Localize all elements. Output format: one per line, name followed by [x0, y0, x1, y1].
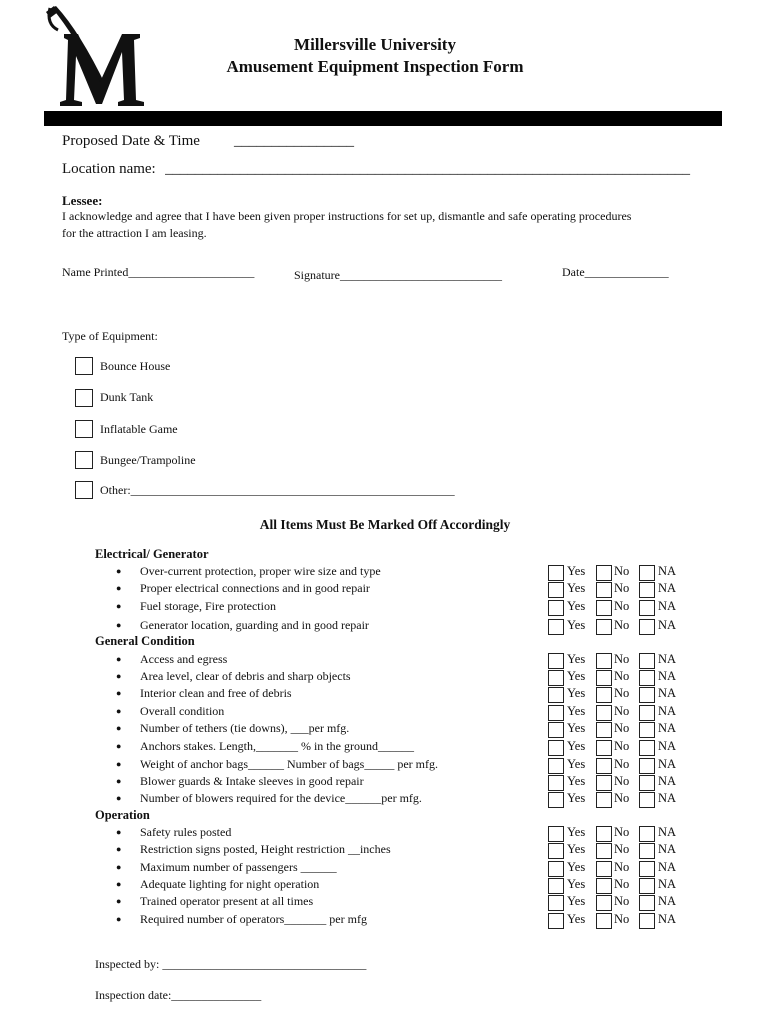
- bullet-icon: ●: [116, 879, 122, 889]
- checkbox-na[interactable]: [639, 582, 655, 598]
- lessee-heading: Lessee:: [62, 193, 103, 208]
- option-label-no: No: [614, 825, 630, 839]
- checkbox-no[interactable]: [596, 653, 612, 669]
- bullet-icon: ●: [116, 793, 122, 803]
- inspection-date-field[interactable]: Inspection date:_______________: [95, 988, 262, 1002]
- equipment-checkbox-other[interactable]: [75, 481, 93, 499]
- location-label: Location name:: [62, 161, 156, 177]
- bullet-icon: ●: [116, 583, 122, 593]
- option-label-no: No: [614, 652, 630, 666]
- lessee-date-field[interactable]: Date______________: [562, 265, 669, 279]
- option-label-no: No: [614, 669, 630, 683]
- equipment-label: Bungee/Trampoline: [100, 453, 196, 467]
- option-label-no: No: [614, 791, 630, 805]
- checkbox-na[interactable]: [639, 565, 655, 581]
- checkbox-na[interactable]: [639, 687, 655, 703]
- option-label-yes: Yes: [567, 669, 586, 683]
- bullet-icon: ●: [116, 688, 122, 698]
- checkbox-yes[interactable]: [548, 758, 564, 774]
- checkbox-no[interactable]: [596, 895, 612, 911]
- option-label-yes: Yes: [567, 860, 586, 874]
- option-label-yes: Yes: [567, 652, 586, 666]
- checkbox-no[interactable]: [596, 758, 612, 774]
- option-label-na: NA: [658, 669, 677, 683]
- option-label-yes: Yes: [567, 739, 586, 753]
- header-divider-bar: [44, 111, 722, 126]
- option-label-na: NA: [658, 912, 677, 926]
- bullet-icon: ●: [116, 776, 122, 786]
- bullet-icon: ●: [116, 896, 122, 906]
- checkbox-yes[interactable]: [548, 582, 564, 598]
- lessee-ack-line1: I acknowledge and agree that I have been given proper instructions for set up, dismantle and safe operating procedures: [62, 209, 632, 223]
- option-label-no: No: [614, 877, 630, 891]
- name-printed-field[interactable]: Name Printed_____________________: [62, 265, 255, 279]
- option-label-no: No: [614, 721, 630, 735]
- equipment-checkbox-bounce-house[interactable]: [75, 357, 93, 375]
- checkbox-yes[interactable]: [548, 878, 564, 894]
- option-label-no: No: [614, 704, 630, 718]
- form-title: Amusement Equipment Inspection Form: [226, 57, 524, 76]
- equipment-checkbox-dunk-tank[interactable]: [75, 389, 93, 407]
- bullet-icon: ●: [116, 601, 122, 611]
- checkbox-no[interactable]: [596, 705, 612, 721]
- option-label-yes: Yes: [567, 721, 586, 735]
- proposed-date-label: Proposed Date & Time: [62, 133, 200, 149]
- checkbox-no[interactable]: [596, 582, 612, 598]
- bullet-icon: ●: [116, 654, 122, 664]
- checklist-item-label: Overall condition: [140, 704, 225, 718]
- option-label-na: NA: [658, 599, 677, 613]
- checkbox-na[interactable]: [639, 619, 655, 635]
- checkbox-yes[interactable]: [548, 740, 564, 756]
- checklist-item-label: Area level, clear of debris and sharp objects: [140, 669, 351, 683]
- checklist-item-label: Anchors stakes. Length,_______ % in the ground______: [140, 739, 414, 753]
- option-label-no: No: [614, 912, 630, 926]
- option-label-na: NA: [658, 581, 677, 595]
- checklist-item-label: Trained operator present at all times: [140, 894, 314, 908]
- checkbox-no[interactable]: [596, 826, 612, 842]
- option-label-no: No: [614, 686, 630, 700]
- equipment-label: Bounce House: [100, 359, 171, 373]
- option-label-no: No: [614, 894, 630, 908]
- option-label-na: NA: [658, 686, 677, 700]
- checklist-item-label: Interior clean and free of debris: [140, 686, 292, 700]
- checkbox-yes[interactable]: [548, 600, 564, 616]
- checklist-item-label: Adequate lighting for night operation: [140, 877, 320, 891]
- option-label-yes: Yes: [567, 704, 586, 718]
- option-label-no: No: [614, 739, 630, 753]
- option-label-yes: Yes: [567, 581, 586, 595]
- option-label-no: No: [614, 774, 630, 788]
- checklist-item-label: Over-current protection, proper wire size and type: [140, 564, 381, 578]
- option-label-na: NA: [658, 877, 677, 891]
- checklist-item-label: Restriction signs posted, Height restriction __inches: [140, 842, 391, 856]
- checkbox-na[interactable]: [639, 913, 655, 929]
- option-label-no: No: [614, 581, 630, 595]
- lessee-ack-line2: for the attraction I am leasing.: [62, 226, 207, 240]
- checklist-item-label: Number of tethers (tie downs), ___per mfg.: [140, 721, 350, 735]
- checkbox-yes[interactable]: [548, 913, 564, 929]
- option-label-no: No: [614, 599, 630, 613]
- proposed-date-field[interactable]: ________________: [234, 133, 354, 149]
- bullet-icon: ●: [116, 566, 122, 576]
- option-label-na: NA: [658, 757, 677, 771]
- option-label-na: NA: [658, 842, 677, 856]
- bullet-icon: ●: [116, 723, 122, 733]
- option-label-na: NA: [658, 704, 677, 718]
- location-field[interactable]: ______________________________________________________________________: [165, 161, 690, 177]
- option-label-no: No: [614, 757, 630, 771]
- option-label-yes: Yes: [567, 825, 586, 839]
- checkbox-no[interactable]: [596, 565, 612, 581]
- checklist-item-label: Fuel storage, Fire protection: [140, 599, 276, 613]
- checkbox-yes[interactable]: [548, 775, 564, 791]
- checkbox-no[interactable]: [596, 687, 612, 703]
- checkbox-na[interactable]: [639, 670, 655, 686]
- checkbox-yes[interactable]: [548, 565, 564, 581]
- checkbox-no[interactable]: [596, 600, 612, 616]
- checkbox-no[interactable]: [596, 878, 612, 894]
- bullet-icon: ●: [116, 706, 122, 716]
- university-logo: [44, 4, 154, 110]
- checkbox-no[interactable]: [596, 861, 612, 877]
- checkbox-no[interactable]: [596, 775, 612, 791]
- option-label-yes: Yes: [567, 618, 586, 632]
- option-label-yes: Yes: [567, 686, 586, 700]
- option-label-no: No: [614, 618, 630, 632]
- checkbox-na[interactable]: [639, 826, 655, 842]
- checklist-item-label: Generator location, guarding and in good repair: [140, 618, 369, 632]
- option-label-no: No: [614, 842, 630, 856]
- option-label-na: NA: [658, 618, 677, 632]
- option-label-yes: Yes: [567, 599, 586, 613]
- equipment-checkbox-inflatable-game[interactable]: [75, 420, 93, 438]
- section-heading: General Condition: [95, 634, 195, 648]
- equipment-label: Dunk Tank: [100, 390, 154, 404]
- checkbox-no[interactable]: [596, 619, 612, 635]
- equipment-label: Inflatable Game: [100, 422, 178, 436]
- checkbox-na[interactable]: [639, 792, 655, 808]
- option-label-yes: Yes: [567, 912, 586, 926]
- bullet-icon: ●: [116, 914, 122, 924]
- option-label-no: No: [614, 860, 630, 874]
- checkbox-na[interactable]: [639, 775, 655, 791]
- checkbox-yes[interactable]: [548, 722, 564, 738]
- checklist-item-label: Access and egress: [140, 652, 228, 666]
- checklist-item-label: Proper electrical connections and in good repair: [140, 581, 370, 595]
- checklist-item-label: Safety rules posted: [140, 825, 232, 839]
- equipment-heading: Type of Equipment:: [62, 329, 158, 343]
- bullet-icon: ●: [116, 741, 122, 751]
- checkbox-no[interactable]: [596, 792, 612, 808]
- checkbox-yes[interactable]: [548, 843, 564, 859]
- option-label-yes: Yes: [567, 842, 586, 856]
- checkbox-yes[interactable]: [548, 792, 564, 808]
- equipment-other-field[interactable]: Other:______________________________________________________: [100, 483, 455, 497]
- sword-m-logo-icon: [44, 4, 154, 110]
- checkbox-na[interactable]: [639, 722, 655, 738]
- university-name: Millersville University: [294, 35, 456, 54]
- signature-field[interactable]: Signature___________________________: [294, 268, 502, 282]
- checkbox-yes[interactable]: [548, 670, 564, 686]
- option-label-na: NA: [658, 774, 677, 788]
- option-label-na: NA: [658, 721, 677, 735]
- option-label-yes: Yes: [567, 564, 586, 578]
- checklist-item-label: Number of blowers required for the device______per mfg.: [140, 791, 422, 805]
- checkbox-yes[interactable]: [548, 687, 564, 703]
- option-label-na: NA: [658, 894, 677, 908]
- bullet-icon: ●: [116, 671, 122, 681]
- checkbox-na[interactable]: [639, 600, 655, 616]
- option-label-yes: Yes: [567, 757, 586, 771]
- option-label-na: NA: [658, 860, 677, 874]
- checkbox-yes[interactable]: [548, 826, 564, 842]
- checkbox-yes[interactable]: [548, 653, 564, 669]
- option-label-yes: Yes: [567, 791, 586, 805]
- instruction-heading: All Items Must Be Marked Off Accordingly: [259, 517, 511, 532]
- option-label-na: NA: [658, 791, 677, 805]
- inspected-by-field[interactable]: Inspected by: __________________________________: [95, 957, 367, 971]
- option-label-yes: Yes: [567, 894, 586, 908]
- checkbox-yes[interactable]: [548, 705, 564, 721]
- equipment-checkbox-bungee-trampoline[interactable]: [75, 451, 93, 469]
- option-label-na: NA: [658, 652, 677, 666]
- checkbox-no[interactable]: [596, 913, 612, 929]
- option-label-yes: Yes: [567, 877, 586, 891]
- option-label-yes: Yes: [567, 774, 586, 788]
- bullet-icon: ●: [116, 620, 122, 630]
- checklist-item-label: Weight of anchor bags______ Number of bags_____ per mfg.: [140, 757, 438, 771]
- bullet-icon: ●: [116, 827, 122, 837]
- option-label-no: No: [614, 564, 630, 578]
- checkbox-na[interactable]: [639, 653, 655, 669]
- option-label-na: NA: [658, 739, 677, 753]
- option-label-na: NA: [658, 564, 677, 578]
- checkbox-yes[interactable]: [548, 619, 564, 635]
- checkbox-na[interactable]: [639, 878, 655, 894]
- checkbox-no[interactable]: [596, 740, 612, 756]
- bullet-icon: ●: [116, 844, 122, 854]
- checkbox-no[interactable]: [596, 722, 612, 738]
- option-label-na: NA: [658, 825, 677, 839]
- checkbox-no[interactable]: [596, 670, 612, 686]
- checkbox-yes[interactable]: [548, 861, 564, 877]
- checkbox-na[interactable]: [639, 861, 655, 877]
- checkbox-na[interactable]: [639, 705, 655, 721]
- bullet-icon: ●: [116, 759, 122, 769]
- checkbox-na[interactable]: [639, 758, 655, 774]
- checklist-item-label: Maximum number of passengers ______: [140, 860, 337, 874]
- section-heading: Operation: [95, 808, 150, 822]
- checkbox-na[interactable]: [639, 740, 655, 756]
- checklist-item-label: Required number of operators_______ per mfg: [140, 912, 367, 926]
- bullet-icon: ●: [116, 862, 122, 872]
- checkbox-yes[interactable]: [548, 895, 564, 911]
- checkbox-na[interactable]: [639, 895, 655, 911]
- section-heading: Electrical/ Generator: [95, 547, 209, 561]
- checkbox-na[interactable]: [639, 843, 655, 859]
- checkbox-no[interactable]: [596, 843, 612, 859]
- checklist-item-label: Blower guards & Intake sleeves in good repair: [140, 774, 364, 788]
